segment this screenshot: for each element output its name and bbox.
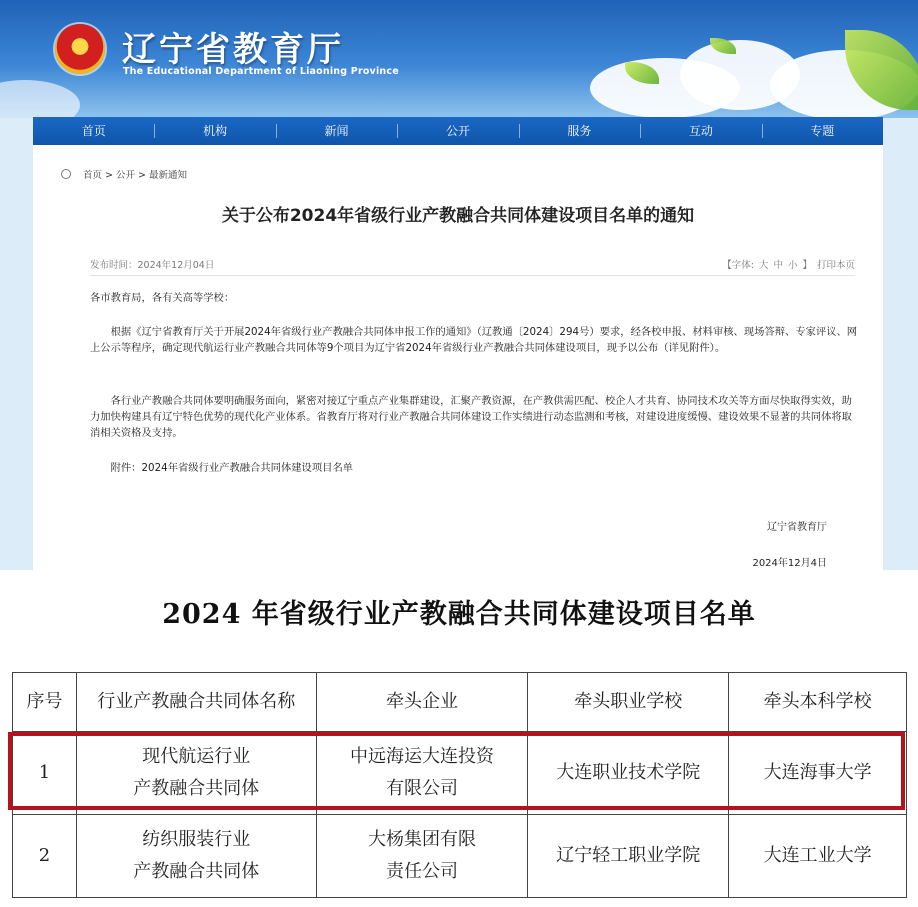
nav-item-public[interactable]: 公开 <box>397 117 518 145</box>
nav-item-news[interactable]: 新闻 <box>276 117 397 145</box>
header-vocational-school: 牵头职业学校 <box>528 673 729 732</box>
greeting: 各市教育局，各有关高等学校： <box>90 292 235 304</box>
signature-org: 辽宁省教育厅 <box>767 522 827 533</box>
font-tools-close: 】 <box>802 260 812 271</box>
article <box>33 145 883 570</box>
header-enterprise: 牵头企业 <box>316 673 528 732</box>
site-title: 辽宁省教育厅 <box>122 30 344 70</box>
cell-name-line: 产教融合共同体 <box>133 778 260 799</box>
paragraph-2: 各行业产教融合共同体要明确服务面向，紧密对接辽宁重点产业集群建设，汇聚产教资源，在产教供需匹配、校企人才共育、协同技术攻关等方面尽快取得实效，助力加快构建具有辽宁特色优势的现代化产业体系。省教育厅将对行业产教融合共同体建设工作实绩进行动态监测和考核，对建设进度缓慢、建设效果不显著的共同体将取消相关资格及支持。 <box>90 395 852 439</box>
header-banner <box>0 0 918 118</box>
cell-no: 1 <box>13 732 77 815</box>
cell-enterprise-line: 有限公司 <box>386 778 459 799</box>
cell-enterprise-line: 责任公司 <box>386 861 459 882</box>
font-tools-open: 【字体: <box>722 260 754 271</box>
cell-name <box>76 815 316 898</box>
location-pin-icon <box>61 169 71 179</box>
cell-name-line: 产教融合共同体 <box>133 861 260 882</box>
nav-item-home[interactable]: 首页 <box>81 124 106 138</box>
article-meta <box>90 253 855 276</box>
breadcrumb <box>61 167 187 181</box>
article-title: 关于公布2024年省级行业产教融合共同体建设项目名单的通知 <box>221 206 695 226</box>
font-size-tools <box>722 257 855 271</box>
signature-date: 2024年12月4日 <box>752 558 827 569</box>
cell-enterprise-line: 大杨集团有限 <box>368 829 477 850</box>
project-table <box>12 672 907 898</box>
national-emblem-icon <box>55 24 105 74</box>
cell-enterprise <box>316 815 528 898</box>
cloud-decoration <box>0 80 80 118</box>
paragraph-1: 根据《辽宁省教育厅关于开展2024年省级行业产教融合共同体申报工作的通知》（辽教通〔2024〕294号）要求，经各校申报、材料审核、现场答辩、专家评议、网上公示等程序，确定现代航运行业产教融合共同体等9个项目为辽宁省2024年省级行业产教融合共同体建设项目，现予以公布（详见附件）。 <box>90 326 858 354</box>
print-button[interactable]: 打印本页 <box>816 260 855 271</box>
cell-enterprise-line: 中远海运大连投资 <box>350 746 495 767</box>
font-small-button[interactable]: 小 <box>787 260 798 271</box>
breadcrumb-text[interactable]: 首页 > 公开 > 最新通知 <box>83 170 187 181</box>
header-no: 序号 <box>13 673 77 732</box>
table-row <box>13 815 907 898</box>
cell-university: 大连海事大学 <box>729 732 907 815</box>
nav-item-service[interactable]: 服务 <box>519 117 640 145</box>
table-header-row <box>13 673 907 732</box>
cell-name-line: 纺织服装行业 <box>142 829 251 850</box>
font-large-button[interactable]: 大 <box>758 260 769 271</box>
header-university: 牵头本科学校 <box>729 673 907 732</box>
table-row <box>13 732 907 815</box>
cell-enterprise <box>316 732 528 815</box>
cell-university: 大连工业大学 <box>729 815 907 898</box>
project-list-title: 2024 年省级行业产教融合共同体建设项目名单 <box>162 599 756 630</box>
cell-name-line: 现代航运行业 <box>142 746 251 767</box>
nav-item-topics[interactable]: 专题 <box>762 117 883 145</box>
font-medium-button[interactable]: 中 <box>773 260 783 271</box>
nav-item-organization[interactable]: 机构 <box>154 117 275 145</box>
cell-vocational-school: 辽宁轻工职业学院 <box>528 815 729 898</box>
main-nav <box>33 117 883 145</box>
site-subtitle: The Educational Department of Liaoning Province <box>123 66 399 77</box>
attachment-link[interactable]: 附件：2024年省级行业产教融合共同体建设项目名单 <box>110 462 354 474</box>
cell-no: 2 <box>13 815 77 898</box>
nav-item-interaction[interactable]: 互动 <box>640 117 761 145</box>
header-name: 行业产教融合共同体名称 <box>76 673 316 732</box>
cell-vocational-school: 大连职业技术学院 <box>528 732 729 815</box>
publish-time: 发布时间：2024年12月04日 <box>90 260 215 271</box>
cell-name <box>76 732 316 815</box>
